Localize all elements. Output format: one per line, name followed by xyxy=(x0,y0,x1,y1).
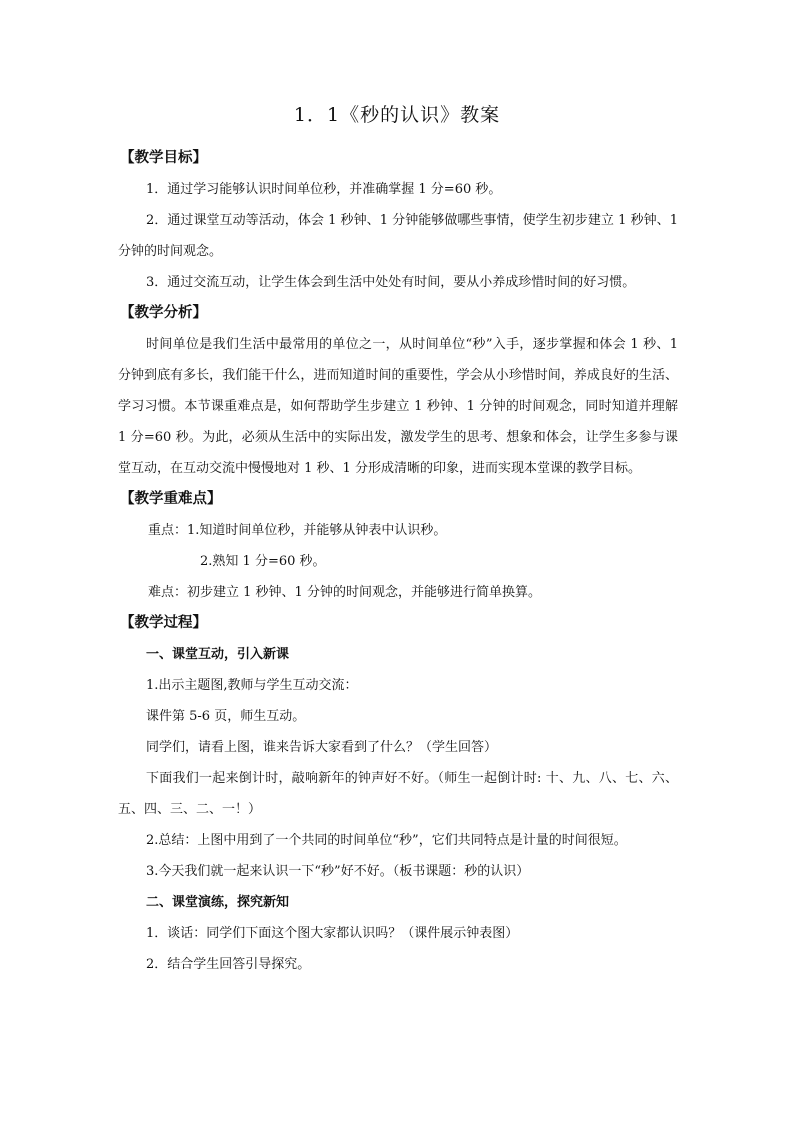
process-item: 1.出示主题图,教师与学生互动交流： xyxy=(146,678,358,693)
objective-item: 1．通过学习能够认识时间单位秒，并准确掌握 1 分=60 秒。 xyxy=(146,182,502,197)
process-item: 下面我们一起来倒计时，敲响新年的钟声好不好。（师生一起倒计时: 十、九、八、七、六、五、四、三、二、一！） xyxy=(118,771,678,817)
process-part1-title: 一、课堂互动，引入新课 xyxy=(146,647,290,662)
section-heading-objectives: 【教学目标】 xyxy=(120,150,207,166)
section-heading-analysis: 【教学分析】 xyxy=(120,305,207,321)
process-item: 2．结合学生回答引导探究。 xyxy=(146,957,311,972)
document-body xyxy=(118,143,678,980)
objective-item: 3．通过交流互动，让学生体会到生活中处处有时间，要从小养成珍惜时间的好习惯。 xyxy=(146,275,636,290)
page-title: 1．1《秒的认识》教案 xyxy=(293,104,501,126)
process-item: 1．谈话：同学们下面这个图大家都认识吗？（课件展示钟表图） xyxy=(146,926,519,941)
section-heading-process: 【教学过程】 xyxy=(120,615,207,631)
process-item: 同学们，请看上图，谁来告诉大家看到了什么？（学生回答） xyxy=(146,740,498,755)
process-item: 2.总结：上图中用到了一个共同的时间单位“秒”，它们共同特点是计量的时间很短。 xyxy=(146,833,627,848)
process-part2-title: 二、课堂演练，探究新知 xyxy=(146,895,290,910)
section-heading-key-points: 【教学重难点】 xyxy=(120,491,222,507)
key-point-1: 重点：1.知道时间单位秒，并能够从钟表中认识秒。 xyxy=(148,523,447,538)
process-item: 3.今天我们就一起来认识一下“秒”好不好。（板书课题：秒的认识） xyxy=(146,864,530,879)
analysis-paragraph: 时间单位是我们生活中最常用的单位之一，从时间单位“秒”入手，逐步掌握和体会 1 秒、1 分钟到底有多长，我们能干什么，进而知道时间的重要性，学会从小珍惜时间，养成良好的生活、学习习惯。本节课重难点是，如何帮助学生步建立 1 秒钟、1 分钟的时间观念，同时知道并理解 1 分=60 秒。为此，必须从生活中的实际出发，激发学生的思考、想象和体会，让学生多参与课堂互动，在互动交流中慢慢地对 1 秒、1 分形成清晰的印象，进而实现本堂课的教学目标。 xyxy=(118,337,678,476)
difficulty-point: 难点：初步建立 1 秒钟、1 分钟的时间观念，并能够进行简单换算。 xyxy=(148,585,541,600)
key-point-2: 2.熟知 1 分=60 秒。 xyxy=(200,554,326,569)
objective-item: 2．通过课堂互动等活动，体会 1 秒钟、1 分钟能够做哪些事情，使学生初步建立 1 秒钟、1 分钟的时间观念。 xyxy=(118,213,678,259)
process-item: 课件第 5-6 页，师生互动。 xyxy=(146,709,306,724)
